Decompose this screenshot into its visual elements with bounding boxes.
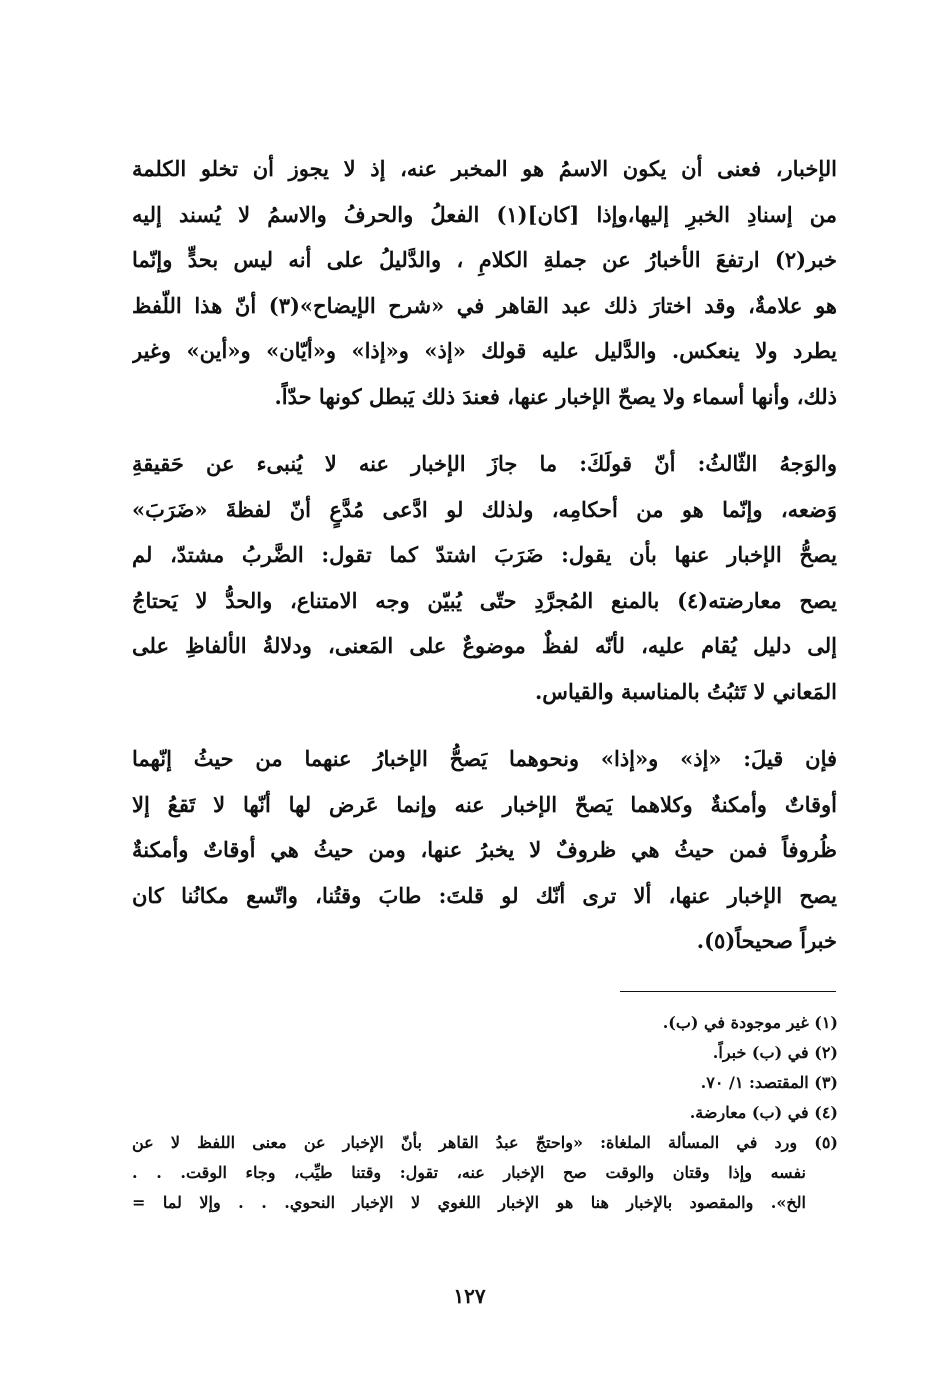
text-line: الإخبار، فعنى أن يكون الاسمُ هو المخبر عنه، إذ لا يجوز أن تخلو الكلمة bbox=[132, 156, 837, 181]
text-line: يصحُّ الإخبار عنها بأن يقول: ضَرَبَ اشتدّ كما تقول: الضَّربُ مشتدّ، لم bbox=[132, 542, 837, 567]
footnote: (٢) في (ب) خبراً. bbox=[712, 1043, 838, 1062]
text-line: فإن قيلَ: «إذ» و«إذا» ونحوهما يَصحُّ الإخبارُ عنهما من حيثُ إنّهما bbox=[132, 746, 837, 771]
text-line: وَضعه، وإنّما هو من أحكامِه، ولذلك لو ادَّعى مُدَّعٍ أنّ لفظةَ «ضَرَبَ» bbox=[132, 496, 837, 522]
paragraph bbox=[132, 736, 837, 964]
footnote-separator bbox=[620, 991, 836, 992]
text-line: يطرد ولا ينعكس. والدَّليل عليه قولك «إذ» و«إذا» و«أيّان» و«أين» وغير bbox=[132, 338, 837, 363]
text-line: يصح معارضته(٤) بالمنع المُجرَّدِ حتّى يُبيّن وجه الامتناع، والحدُّ لا يَحتاجُ bbox=[132, 587, 837, 613]
text-line: ذلك، وأنها أسماء ولا يصحّ الإخبار عنها، فعندَ ذلك يَبطل كونها حدّاً. bbox=[274, 383, 837, 409]
footnote: (٤) في (ب) معارضة. bbox=[689, 1103, 838, 1122]
text-line: إلى دليل يُقام عليه، لأنّه لفظٌ موضوعٌ على المَعنى، ودلالةُ الألفاظِ على bbox=[132, 633, 837, 658]
main-text bbox=[132, 146, 837, 964]
text-line: خبر(٢) ارتفعَ الأخبارُ عن جملةِ الكلامِ ، والدَّليلُ على أنه ليس بحدٍّ وإنّما bbox=[132, 247, 837, 272]
text-line: هو علامةٌ، وقد اختارَ ذلك عبد القاهر في «شرح الإيضاح»(٣) أنّ هذا اللّفظ bbox=[132, 292, 837, 318]
footnote: (٥) ورد في المسألة الملغاة: «واحتجّ عبدُ القاهر بأنّ الإخبار عن معنى اللفظ لا عن bbox=[132, 1133, 838, 1152]
text-line: والوَجهُ الثّالثُ: أنّ قولَكَ: ما جازَ الإخبار عنه لا يُنبىء عن حَقيقةِ bbox=[132, 451, 837, 476]
text-line: خبراً صحيحاً(٥). bbox=[696, 928, 837, 953]
footnote-continuation: الخ». والمقصود بالإخبار هنا هو الإخبار اللغوي لا الإخبار النحوي. . . وإلا لما = bbox=[132, 1193, 806, 1212]
text-line: أوقاتٌ وأمكنةٌ وكلاهما يَصحّ الإخبار عنه وإنما عَرض لها أنّها لا تَقعُ إلا bbox=[132, 791, 837, 817]
paragraph bbox=[132, 441, 837, 714]
text-line: المَعاني لا تَثبُتُ بالمناسبة والقياس. bbox=[535, 678, 837, 704]
footnote-continuation: نفسه وإذا وقتان والوقت صح الإخبار عنه، تقول: وقتنا طيِّب، وجاء الوقت. . . bbox=[132, 1163, 806, 1182]
paragraph bbox=[132, 146, 837, 419]
page-number: ١٢٧ bbox=[453, 1284, 486, 1308]
footnotes bbox=[132, 1008, 838, 1218]
text-line: ظُروفاً فمن حيثُ هي ظروفٌ لا يخبرُ عنها، ومن حيثُ هي أوقاتٌ وأمكنةٌ bbox=[132, 837, 837, 862]
footnote: (١) غير موجودة في (ب). bbox=[662, 1013, 838, 1032]
text-line: من إسنادِ الخبرِ إليها،وإذا [كان](١) الفعلُ والحرفُ والاسمُ لا يُسند إليه bbox=[132, 201, 837, 227]
footnote: (٣) المقتصد: ١/ ٧٠. bbox=[700, 1073, 838, 1092]
text-line: يصح الإخبار عنها، ألا ترى أنّك لو قلتَ: طابَ وقتُنا، واتّسع مكانُنا كان bbox=[132, 882, 837, 908]
